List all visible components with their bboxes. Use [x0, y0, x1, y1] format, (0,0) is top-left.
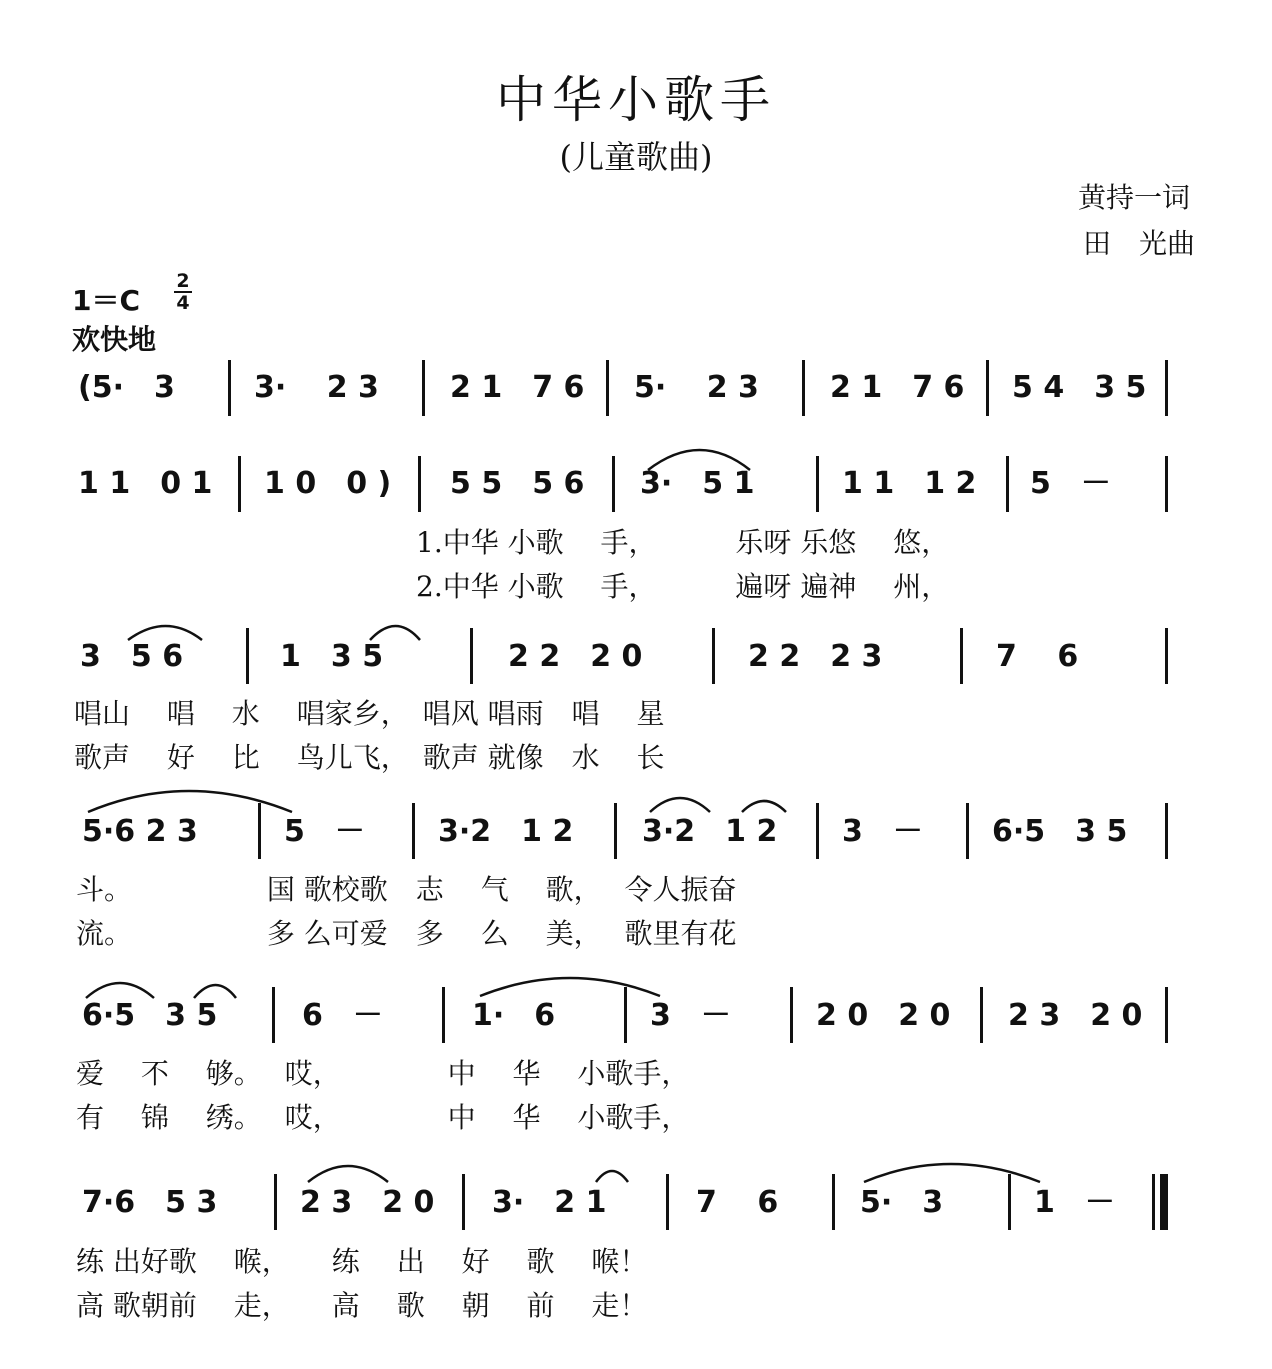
bar-line: [624, 987, 627, 1043]
time-signature: [174, 272, 192, 312]
bar-line: [712, 628, 715, 684]
measure: 6 －: [302, 998, 383, 1033]
bar-line: [612, 456, 615, 512]
bar-line: [258, 803, 261, 859]
measure: 1· 6: [472, 998, 556, 1033]
slur: [86, 983, 154, 998]
measure: 1 1 1 2: [842, 466, 977, 501]
slur: [650, 798, 710, 812]
slur: [370, 626, 420, 640]
measure: 2 0 2 0: [816, 998, 951, 1033]
slur: [742, 801, 786, 812]
bar-line: [1165, 456, 1168, 512]
measure: 1 －: [1034, 1185, 1115, 1220]
bar-line: [606, 360, 609, 416]
bar-line: [790, 987, 793, 1043]
measure: 3·2 1 2: [642, 814, 778, 849]
final-bar-thick: [1160, 1174, 1168, 1230]
measure: 5 －: [284, 814, 365, 849]
measure: 2 1 7 6: [450, 370, 585, 405]
bar-line: [1165, 803, 1168, 859]
bar-line: [272, 987, 275, 1043]
lyric-verse-2: 有 锦 绣。 哎， 中 华 小歌手，: [76, 1101, 690, 1134]
final-bar-thin: [1152, 1174, 1155, 1230]
measure: 3 －: [842, 814, 923, 849]
measure: 2 3 2 0: [1008, 998, 1143, 1033]
bar-line: [816, 456, 819, 512]
slur: [194, 985, 236, 998]
bar-line: [274, 1174, 277, 1230]
measure: 3· 2 3: [254, 370, 379, 405]
measure: (5· 3: [78, 370, 175, 405]
measure: 1 1 0 1: [78, 466, 213, 501]
lyric-verse-2: 流。 多 么可爱 多 么 美， 歌里有花: [76, 917, 737, 950]
measure: 3· 5 1: [640, 466, 755, 501]
bar-line: [238, 456, 241, 512]
measure: 6·5 3 5: [992, 814, 1128, 849]
measure: 5 4 3 5: [1012, 370, 1147, 405]
slur: [596, 1171, 628, 1182]
lyric-verse-2: 2.中华 小歌 手， 遍呀 遍神 州，: [416, 570, 950, 603]
measure: 3·2 1 2: [438, 814, 574, 849]
lyric-verse-1: 斗。 国 歌校歌 志 气 歌， 令人振奋: [76, 873, 737, 906]
measure: 5· 2 3: [634, 370, 759, 405]
measure: 2 2 2 3: [748, 639, 883, 674]
bar-line: [816, 803, 819, 859]
slur: [480, 978, 660, 996]
measure: 2 2 2 0: [508, 639, 643, 674]
bar-line: [418, 456, 421, 512]
measure: 2 3 2 0: [300, 1185, 435, 1220]
bar-line: [1008, 1174, 1011, 1230]
measure: 7·6 5 3: [82, 1185, 218, 1220]
measure: 5 5 5 6: [450, 466, 585, 501]
bar-line: [960, 628, 963, 684]
lyric-verse-2: 高 歌朝前 走， 高 歌 朝 前 走！: [76, 1289, 648, 1322]
bar-line: [1006, 456, 1009, 512]
measure: 1 0 0 ): [264, 466, 392, 501]
bar-line: [832, 1174, 835, 1230]
time-signature-top: 2: [176, 270, 190, 292]
measure: 3 5 6: [80, 639, 184, 674]
slur: [308, 1166, 388, 1182]
key-signature: 1＝C: [72, 284, 141, 317]
lyric-verse-1: 唱山 唱 水 唱家乡， 唱风 唱雨 唱 星: [74, 697, 665, 730]
subtitle: (儿童歌曲): [559, 138, 713, 176]
slur: [88, 791, 292, 812]
bar-line: [986, 360, 989, 416]
bar-line: [966, 803, 969, 859]
slur: [128, 626, 202, 640]
bar-line: [1165, 987, 1168, 1043]
page-title: 中华小歌手: [496, 71, 776, 129]
lyric-verse-2: 歌声 好 比 鸟儿飞， 歌声 就像 水 长: [74, 741, 665, 774]
bar-line: [246, 628, 249, 684]
bar-line: [614, 803, 617, 859]
lyric-verse-1: 1.中华 小歌 手， 乐呀 乐悠 悠，: [416, 526, 950, 559]
bar-line: [462, 1174, 465, 1230]
bar-line: [470, 628, 473, 684]
measure: 3· 2 1: [492, 1185, 607, 1220]
bar-line: [228, 360, 231, 416]
bar-line: [442, 987, 445, 1043]
measure: 1 3 5: [280, 639, 384, 674]
bar-line: [422, 360, 425, 416]
slur: [864, 1164, 1040, 1182]
time-signature-bottom: 4: [176, 292, 190, 314]
composer-credit: 田 光曲: [1083, 227, 1196, 260]
bar-line: [412, 803, 415, 859]
bar-line: [1165, 360, 1168, 416]
lyric-verse-1: 爱 不 够。 哎， 中 华 小歌手，: [76, 1057, 690, 1090]
bar-line: [802, 360, 805, 416]
measure: 7 6: [696, 1185, 779, 1220]
bar-line: [666, 1174, 669, 1230]
measure: 3 －: [650, 998, 731, 1033]
measure: 5· 3: [860, 1185, 944, 1220]
measure: 2 1 7 6: [830, 370, 965, 405]
measure: 7 6: [996, 639, 1079, 674]
tempo-marking: 欢快地: [72, 323, 157, 356]
measure: 6·5 3 5: [82, 998, 218, 1033]
measure: 5 －: [1030, 466, 1111, 501]
bar-line: [980, 987, 983, 1043]
measure: 5·6 2 3: [82, 814, 198, 849]
bar-line: [1165, 628, 1168, 684]
lyricist-credit: 黄持一词: [1078, 181, 1191, 214]
lyric-verse-1: 练 出好歌 喉， 练 出 好 歌 喉！: [76, 1245, 648, 1278]
